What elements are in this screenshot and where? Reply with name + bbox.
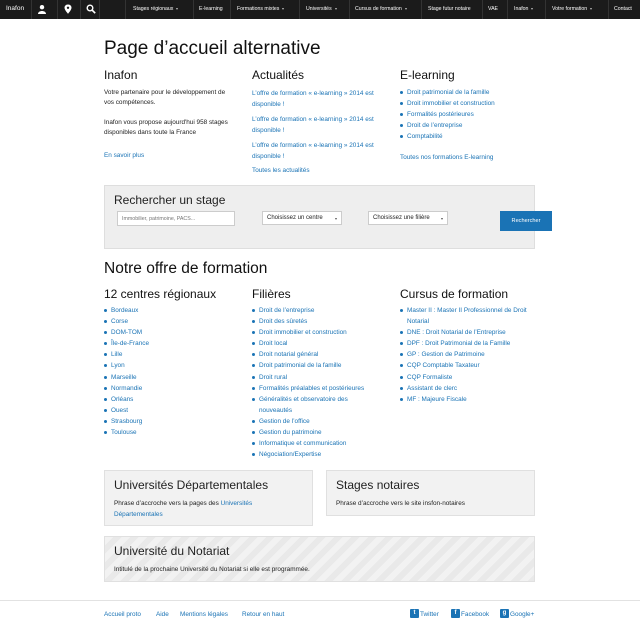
nav-label: Stages régionaux	[133, 6, 174, 12]
list-item	[400, 98, 495, 109]
footer-mentions-legales-link[interactable]: Mentions légales	[180, 611, 228, 618]
footer-retour-en-haut-link[interactable]: Retour en haut	[242, 611, 285, 618]
nav-vae[interactable]	[488, 6, 498, 12]
facebook-icon[interactable]: f	[451, 609, 460, 618]
chevron-down-icon	[335, 218, 337, 220]
nav-divider	[421, 0, 422, 19]
card-text: Phrase d’accroche vers le site insfon-notaires	[336, 500, 465, 507]
cursus-link[interactable]: Master II : Master II Professionnel de Droit Notarial	[407, 307, 527, 326]
inafon-heading: Inafon	[104, 68, 138, 82]
page-title: Page d’accueil alternative	[104, 38, 321, 59]
toutes-actualites-link[interactable]: Toutes les actualités	[252, 167, 310, 174]
nav-formations-mixtes[interactable]	[237, 6, 284, 12]
list-item	[400, 109, 495, 120]
cursus-link[interactable]: CQP Comptable Taxateur	[407, 362, 480, 370]
list-item	[400, 120, 495, 131]
e-learning-heading: E-learning	[400, 68, 455, 82]
centre-link[interactable]: Lille	[111, 351, 123, 359]
chevron-down-icon	[282, 8, 284, 10]
card-text: Intitulé de la prochaine Université du Notariat si elle est programmée.	[114, 566, 310, 573]
cursus-list	[400, 305, 530, 405]
universite-du-notariat-card[interactable]	[104, 536, 535, 582]
list-item	[104, 427, 149, 438]
centre-link[interactable]: Marseille	[111, 373, 137, 381]
nav-label: VAE	[488, 6, 498, 12]
list-item	[104, 305, 149, 316]
list-item	[400, 383, 530, 394]
list-item	[400, 305, 530, 327]
e-learning-link[interactable]: Droit patrimonial de la famille	[407, 89, 490, 96]
actualite-link[interactable]: L’offre de formation « e-learning » 2014 est disponible !	[252, 142, 374, 160]
search-icon[interactable]	[80, 0, 100, 19]
centre-link[interactable]: Orléans	[111, 395, 134, 403]
list-item	[252, 394, 367, 416]
nav-divider	[349, 0, 350, 19]
centre-link[interactable]: DOM-TOM	[111, 329, 143, 337]
cursus-heading: Cursus de formation	[400, 287, 509, 301]
centre-link[interactable]: Normandie	[111, 384, 143, 392]
centre-link[interactable]: Corse	[111, 318, 129, 326]
inafon-stages-text: Inafon vous propose aujourd'hui 958 stages disponibles dans toute la France	[104, 119, 228, 136]
centre-select-value: Choisissez un centre	[267, 215, 323, 221]
google-plus-icon[interactable]: g	[500, 609, 509, 618]
nav-divider	[125, 0, 126, 19]
actualite-link[interactable]: L’offre de formation « e-learning » 2014 est disponible !	[252, 90, 374, 108]
nav-votre-formation[interactable]	[552, 6, 592, 12]
e-learning-link[interactable]: Droit de l’entreprise	[407, 122, 463, 130]
nav-stage-futur-notaire[interactable]	[428, 6, 471, 12]
stages-notaires-card[interactable]	[326, 470, 535, 516]
nav-label: Universités	[306, 6, 332, 12]
list-item	[400, 360, 530, 371]
list-item	[252, 416, 367, 427]
filiere-link[interactable]: Droit notarial général	[259, 351, 319, 359]
centre-select[interactable]	[262, 211, 342, 225]
twitter-icon[interactable]: t	[410, 609, 419, 618]
list-item	[400, 349, 530, 360]
e-learning-list	[400, 87, 495, 142]
filiere-link[interactable]: Généralités et observatoire des nouveautés	[259, 395, 348, 414]
nav-label: Stage futur notaire	[428, 6, 471, 12]
nav-contact[interactable]	[614, 6, 632, 12]
list-item	[252, 383, 367, 394]
cursus-link[interactable]: MF : Majeure Fiscale	[407, 395, 467, 403]
list-item	[400, 338, 530, 349]
universites-departementales-link[interactable]: Universités Départementales	[114, 500, 253, 518]
nav-label: E-learning	[199, 6, 223, 12]
filiere-link[interactable]: Gestion du patrimoine	[259, 429, 322, 437]
search-input[interactable]	[117, 211, 235, 226]
list-item	[104, 327, 149, 338]
list-item	[252, 327, 367, 338]
card-title: Université du Notariat	[114, 544, 230, 558]
centre-link[interactable]: Bordeaux	[111, 307, 139, 314]
filieres-heading: Filières	[252, 287, 291, 301]
nav-label: Inafon	[514, 6, 529, 12]
nav-divider	[482, 0, 483, 19]
list-item	[252, 349, 367, 360]
centres-list	[104, 305, 149, 438]
cursus-link[interactable]: Assistant de clerc	[407, 384, 458, 392]
list-item	[252, 360, 367, 371]
nav-divider	[193, 0, 194, 19]
google-plus-link[interactable]: Google+	[510, 611, 535, 618]
filiere-link[interactable]: Droit de l’entreprise	[259, 307, 315, 314]
e-learning-link[interactable]: Droit immobilier et construction	[407, 100, 495, 108]
list-item	[252, 338, 367, 349]
centre-link[interactable]: Strasbourg	[111, 417, 143, 425]
cursus-link[interactable]: CQP Formaliste	[407, 373, 453, 381]
all-e-learning-link[interactable]: Toutes nos formations E-learning	[400, 154, 494, 161]
filiere-link[interactable]: Droit des sûretés	[259, 318, 308, 326]
list-item	[252, 438, 367, 449]
list-item	[104, 360, 149, 371]
list-item	[104, 383, 149, 394]
inafon-intro: Votre partenaire pour le développement de vos compétences.	[104, 89, 226, 106]
chevron-down-icon	[441, 218, 443, 220]
footer-accueil-proto-link[interactable]: Accueil proto	[104, 611, 141, 618]
centre-link[interactable]: Toulouse	[111, 429, 137, 437]
list-item	[104, 349, 149, 360]
filiere-select[interactable]	[368, 211, 448, 225]
en-savoir-plus-link[interactable]: En savoir plus	[104, 152, 145, 159]
search-button[interactable]: Rechercher	[500, 211, 552, 231]
nav-universites[interactable]	[306, 6, 337, 12]
nav-divider	[545, 0, 546, 19]
list-item	[252, 372, 367, 383]
e-learning-link[interactable]: Comptabilité	[407, 133, 443, 141]
filiere-link[interactable]: Formalités préalables et postérieures	[259, 384, 365, 392]
footer-aide-link[interactable]: Aide	[156, 611, 169, 618]
list-item	[104, 372, 149, 383]
map-pin-icon[interactable]	[57, 0, 77, 19]
list-item	[252, 449, 367, 460]
list-item	[104, 338, 149, 349]
list-item	[104, 316, 149, 327]
nav-label: Contact	[614, 6, 632, 12]
filiere-link[interactable]: Gestion de l’office	[259, 417, 310, 425]
list-item	[400, 87, 495, 98]
card-title: Stages notaires	[336, 478, 420, 492]
actualites-heading: Actualités	[252, 68, 305, 82]
filiere-link[interactable]: Négociation/Expertise	[259, 451, 322, 459]
card-title: Universités Départementales	[114, 478, 269, 492]
universites-departementales-card[interactable]	[104, 470, 313, 526]
centre-link[interactable]: Lyon	[111, 362, 125, 370]
chevron-down-icon	[405, 8, 407, 10]
nav-cursus-de-formation[interactable]	[355, 6, 407, 12]
nav-label: Votre formation	[552, 6, 588, 12]
list-item	[252, 427, 367, 438]
cursus-link[interactable]: DPF : Droit Patrimonial de la Famille	[407, 340, 511, 348]
cursus-link[interactable]: GP : Gestion de Patrimoine	[407, 351, 485, 359]
list-item	[400, 131, 495, 142]
card-text-lead: Phrase d’accroche vers la pages des	[114, 500, 219, 507]
chevron-down-icon	[531, 8, 533, 10]
filiere-link[interactable]: Droit local	[259, 340, 288, 348]
list-item	[252, 316, 367, 327]
list-item	[400, 394, 530, 405]
nav-divider	[608, 0, 609, 19]
search-title: Rechercher un stage	[114, 193, 226, 207]
filiere-link[interactable]: Informatique et communication	[259, 440, 347, 448]
search-panel	[104, 185, 541, 249]
list-item	[104, 394, 149, 405]
filieres-list	[252, 305, 367, 460]
nav-divider	[299, 0, 300, 19]
centres-heading: 12 centres régionaux	[104, 287, 217, 301]
facebook-link[interactable]: Facebook	[461, 611, 490, 618]
footer-divider	[0, 600, 640, 601]
brand-logo[interactable]: Inafon	[6, 5, 25, 12]
card-text	[114, 498, 299, 520]
list-item	[104, 416, 149, 427]
e-learning-link[interactable]: Formalités postérieures	[407, 111, 474, 119]
top-navigation	[0, 0, 640, 19]
chevron-down-icon	[176, 8, 178, 10]
nav-label: Formations mixtes	[237, 6, 280, 12]
twitter-link[interactable]: Twitter	[420, 611, 439, 618]
nav-stages-regionaux[interactable]	[133, 6, 178, 12]
list-item	[400, 327, 530, 338]
nav-inafon[interactable]	[514, 6, 533, 12]
chevron-down-icon	[335, 8, 337, 10]
cursus-link[interactable]: DNE : Droit Notarial de l’Entreprise	[407, 329, 506, 337]
nav-e-learning[interactable]	[199, 6, 223, 12]
filiere-select-value: Choisissez une filière	[373, 215, 430, 221]
filiere-link[interactable]: Droit patrimonial de la famille	[259, 362, 342, 370]
user-icon[interactable]	[31, 0, 51, 19]
nav-divider	[230, 0, 231, 19]
centre-link[interactable]: Île-de-France	[111, 340, 150, 348]
filiere-link[interactable]: Droit rural	[259, 373, 288, 381]
centre-link[interactable]: Ouest	[111, 406, 129, 414]
offre-heading: Notre offre de formation	[104, 260, 268, 277]
chevron-down-icon	[590, 8, 592, 10]
actualite-link[interactable]: L’offre de formation « e-learning » 2014 est disponible !	[252, 116, 374, 134]
list-item	[104, 405, 149, 416]
nav-label: Cursus de formation	[355, 6, 402, 12]
filiere-link[interactable]: Droit immobilier et construction	[259, 329, 347, 337]
nav-divider	[507, 0, 508, 19]
list-item	[252, 305, 367, 316]
list-item	[400, 372, 530, 383]
